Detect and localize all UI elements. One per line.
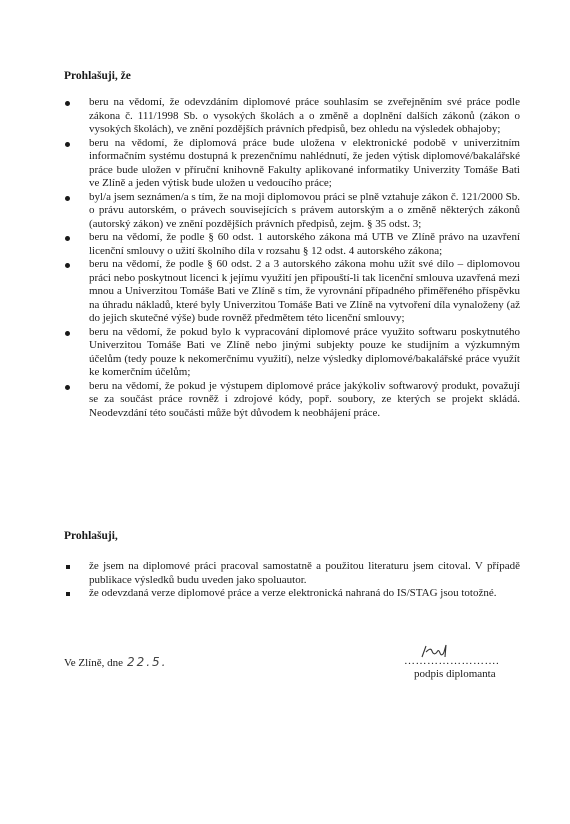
declaration-heading-2: Prohlašuji,: [64, 530, 118, 542]
list-item: beru na vědomí, že pokud bylo k vypracování diplomové práce využito softwaru poskytnutého Univerzitou Tomáše Bati ve Zlíně nebo jinými subjekty pouze ke studijním a výzkumným účelům (tedy pouze k nekomerčnímu využití), nelze výsledky diplomové/bakalářské práce využít ke komerčním účelům;: [64, 326, 520, 380]
list-item: že jsem na diplomové práci pracoval samostatně a použitou literaturu jsem citoval. V případě publikace výsledků budu uveden jako spoluautor.: [64, 560, 520, 587]
list-item: že odevzdaná verze diplomové práce a verze elektronická nahraná do IS/STAG jsou totožné.: [64, 587, 520, 601]
list-item: beru na vědomí, že odevzdáním diplomové práce souhlasím se zveřejněním své práce podle zákona č. 111/1998 Sb. o vysokých školách a o změně a doplnění dalších zákonů (zákon o vysokých školách), ve znění pozdějších právních předpisů, bez ohledu na výsledek obhajoby;: [64, 96, 520, 137]
declaration-heading-1: Prohlašuji, že: [64, 70, 131, 82]
handwritten-date: 22.5.: [126, 655, 168, 669]
bullet-icon: [65, 236, 70, 241]
bullet-icon: [65, 142, 70, 147]
bullet-icon: [65, 263, 70, 268]
place-date-label: Ve Zlíně, dne: [64, 657, 123, 669]
declaration-list-2: [64, 560, 520, 601]
bullet-icon: [65, 101, 70, 106]
signature-line: …………………….: [404, 655, 500, 667]
declaration-list-1: [64, 96, 520, 420]
list-item: beru na vědomí, že podle § 60 odst. 1 autorského zákona má UTB ve Zlíně právo na uzavření licenční smlouvy o užití školního díla v rozsahu § 12 odst. 4 autorského zákona;: [64, 231, 520, 258]
bullet-icon: [65, 196, 70, 201]
signature-label: podpis diplomanta: [414, 668, 496, 680]
bullet-icon: [65, 385, 70, 390]
place-date-line: [64, 656, 168, 671]
list-item: byl/a jsem seznámen/a s tím, že na moji diplomovou práci se plně vztahuje zákon č. 121/2000 Sb. o právu autorském, o právech souvisejících s právem autorským a o změně některých zákonů (autorský zákon) ve znění pozdějších právních předpisů, zejm. § 35 odst. 3;: [64, 191, 520, 232]
square-bullet-icon: [66, 592, 70, 596]
list-item: beru na vědomí, že podle § 60 odst. 2 a 3 autorského zákona mohu užít své dílo – diplomovou práci nebo poskytnout licenci k jejímu využití jen připouští-li tak licenční smlouva uzavřená mezi mnou a Univerzitou Tomáše Bati ve Zlíně s tím, že vyrovnání případného přiměřeného příspěvku na úhradu nákladů, které byly Univerzitou Tomáše Bati ve Zlíně na vytvoření díla vynaloženy (až do jejich skutečné výše) bude rovněž předmětem této licenční smlouvy;: [64, 258, 520, 326]
square-bullet-icon: [66, 565, 70, 569]
list-item: beru na vědomí, že pokud je výstupem diplomové práce jakýkoliv softwarový produkt, považují se za součást práce rovněž i zdrojové kódy, popř. soubory, ze kterých se projekt skládá. Neodevzdání této součásti může být důvodem k neobhájení práce.: [64, 380, 520, 421]
bullet-icon: [65, 331, 70, 336]
list-item: beru na vědomí, že diplomová práce bude uložena v elektronické podobě v univerzitním informačním systému dostupná k prezenčnímu nahlédnutí, že jeden výtisk diplomové/bakalářské práce bude uložen v příruční knihovně Fakulty aplikované informatiky Univerzity Tomáše Bati ve Zlíně a jeden výtisk bude uložen u vedoucího práce;: [64, 137, 520, 191]
